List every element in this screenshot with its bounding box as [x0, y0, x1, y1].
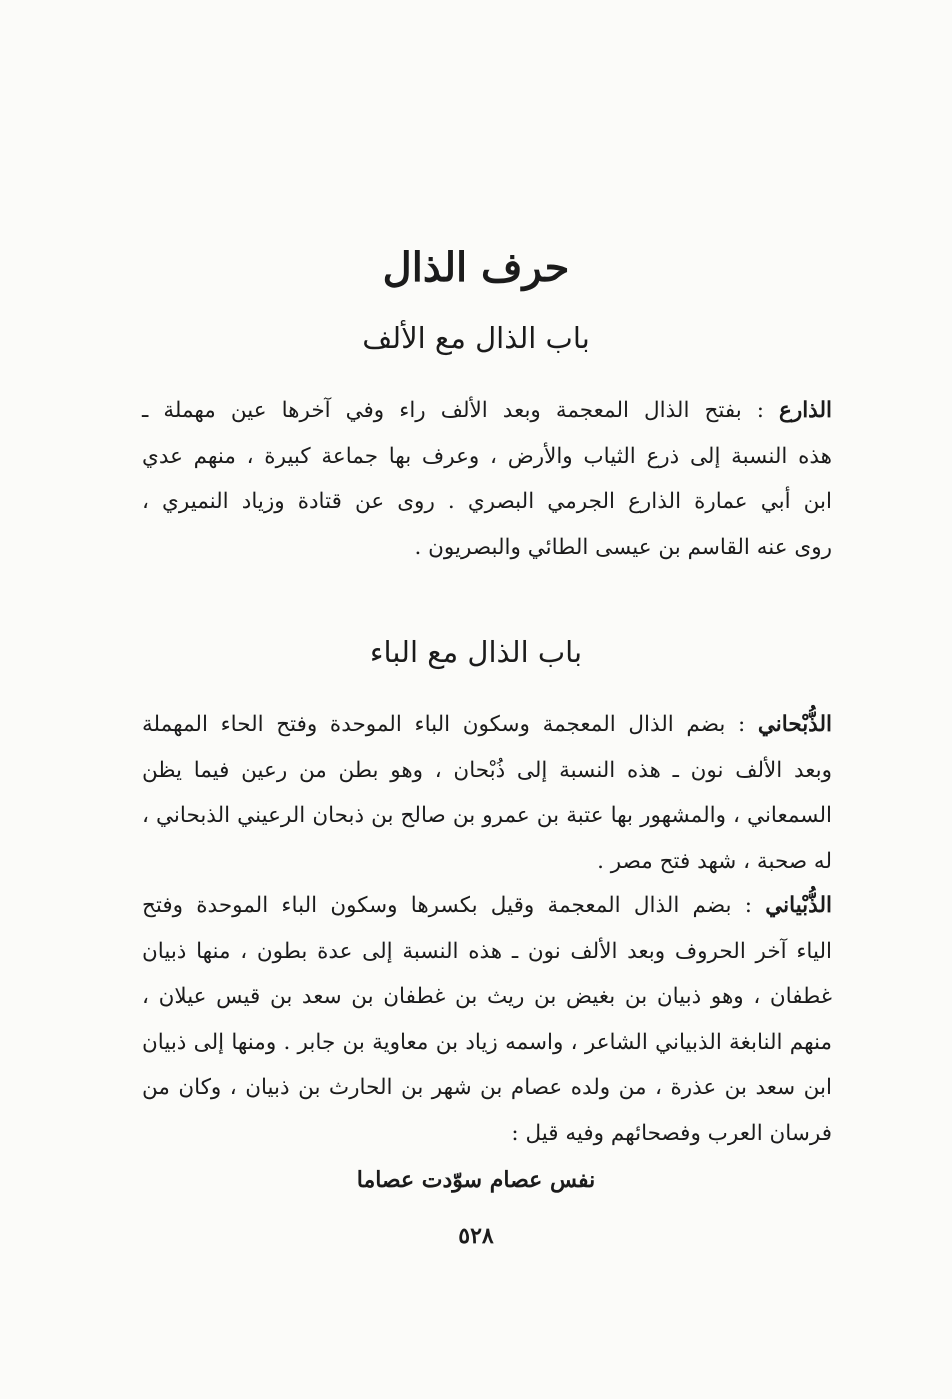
entry-text: : بضم الذال المعجمة وقيل بكسرها وسكون الباء الموحدة وفتح [142, 893, 752, 918]
entry-line: الياء آخر الحروف وبعد الألف نون ـ هذه النسبة إلى عدة بطون ، منها ذبيان [142, 938, 832, 964]
entry-term: الذُّبْياني [765, 893, 832, 918]
entry-line: منهم النابغة الذبياني الشاعر ، واسمه زياد بن معاوية بن جابر . ومنها إلى ذبيان [142, 1029, 832, 1055]
entry-line: له صحبة ، شهد فتح مصر . [597, 848, 832, 874]
entry-line: غطفان ، وهو ذبيان بن بغيض بن ريث بن غطفان بن سعد بن قيس عيلان ، [142, 984, 832, 1009]
section-title-dhal-ba: باب الذال مع الباء [369, 635, 583, 669]
entry-line: ابن سعد بن عذرة ، من ولده عصام بن شهر بن الحارث بن ذبيان ، وكان من [142, 1075, 832, 1100]
entry-al-dhubhani [142, 702, 832, 884]
page-number: ٥٢٨ [458, 1223, 494, 1249]
entry-line: وبعد الألف نون ـ هذه النسبة إلى ذُبْحان ، وهو بطن من رعين فيما يظن [142, 757, 832, 783]
entry-line: السمعاني ، والمشهور بها عتبة بن عمرو بن صالح بن ذبحان الرعيني الذبحاني ، [142, 803, 832, 828]
entry-al-dhari [142, 388, 832, 570]
entry-text: : بفتح الذال المعجمة وبعد الألف راء وفي آخرها عين مهملة ـ [142, 398, 764, 423]
entry-line: روى عنه القاسم بن عيسى الطائي والبصريون . [414, 534, 832, 560]
entry-line: ابن أبي عمارة الذارع الجرمي البصري . روى عن قتادة وزياد النميري ، [142, 489, 832, 514]
entry-line: هذه النسبة إلى ذرع الثياب والأرض ، وعرف بها جماعة كبيرة ، منهم عدي [142, 443, 832, 469]
entry-line [142, 702, 832, 748]
chapter-title: حرف الذال [382, 244, 570, 291]
entry-term: الذُّبْحاني [757, 712, 832, 737]
entry-text: : بضم الذال المعجمة وسكون الباء الموحدة وفتح الحاء المهملة [142, 712, 746, 737]
verse-line: نفس عصام سوّدت عصاما [356, 1167, 596, 1193]
entry-line [142, 883, 832, 929]
section-title-dhal-alif: باب الذال مع الألف [362, 321, 590, 355]
entry-line: فرسان العرب وفصحائهم وفيه قيل : [511, 1120, 832, 1146]
entry-line [142, 388, 832, 434]
entry-term: الذارع [779, 398, 832, 423]
entry-al-dhubyani [142, 883, 832, 1156]
